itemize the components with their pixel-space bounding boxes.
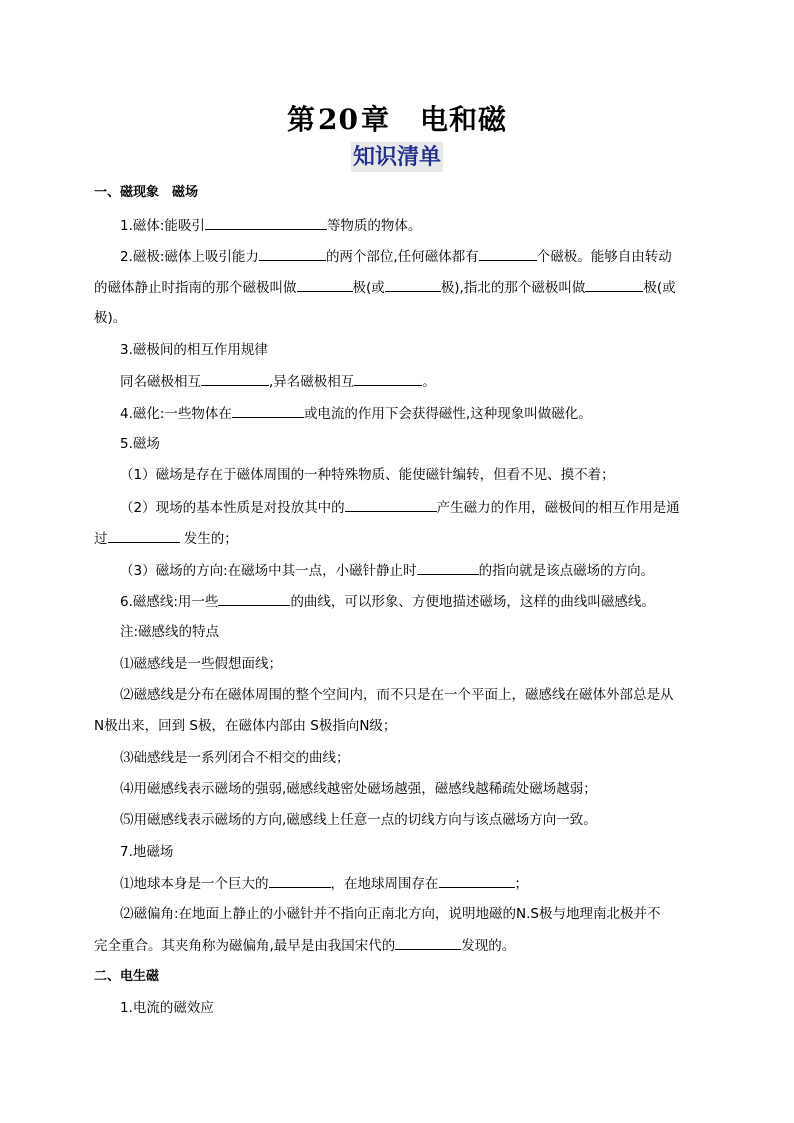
answer-blank[interactable] xyxy=(218,591,290,606)
answer-blank[interactable] xyxy=(345,497,437,512)
note-5: ⑸用磁感线表示磁场的方向,磁感线上任意一点的切线方向与该点磁场方向一致。 xyxy=(120,812,597,828)
item-6-field-lines: 6.磁感线:用一些 的曲线，可以形象、方便地描述磁场，这样的曲线叫磁感线。 xyxy=(120,591,794,612)
answer-blank[interactable] xyxy=(108,528,180,543)
answer-blank[interactable] xyxy=(269,873,331,888)
section-heading-1: 一、磁现象 磁场 xyxy=(94,185,199,200)
answer-blank[interactable] xyxy=(439,873,515,888)
note-2-cont: N极出来，回到 S极，在磁体内部由 S极指向N级； xyxy=(94,718,397,734)
answer-blank[interactable] xyxy=(201,371,269,386)
chapter-prefix: 第 xyxy=(286,103,316,136)
chapter-number: 20 xyxy=(318,103,359,136)
answer-blank[interactable] xyxy=(585,277,643,292)
answer-blank[interactable] xyxy=(205,215,327,230)
item-2-poles-end: 极)。 xyxy=(94,310,127,326)
answer-blank[interactable] xyxy=(385,277,441,292)
item-7-point-1: ⑴地球本身是一个巨大的 ，在地球周围存在 ； xyxy=(120,873,794,894)
answer-blank[interactable] xyxy=(479,246,537,261)
item-7-point-2: ⑵磁偏角:在地面上静止的小磁针并不指向正南北方向，说明地磁的N.S极与地理南北极并不 xyxy=(120,906,661,922)
item-5-point-1: （1）磁场是存在于磁体周围的一种特殊物质、能使磁针编转，但看不见、摸不着； xyxy=(120,467,615,483)
chapter-title xyxy=(0,98,794,138)
answer-blank[interactable] xyxy=(297,277,353,292)
note-title: 注:磁感线的特点 xyxy=(120,624,220,640)
note-4: ⑷用磁感线表示磁场的强弱,磁感线越密处磁场越强，磁感线越稀疏处磁场越弱； xyxy=(120,781,597,797)
item-3-title: 3.磁极间的相互作用规律 xyxy=(120,342,268,358)
section-heading-2: 二、电生磁 xyxy=(94,969,160,984)
answer-blank[interactable] xyxy=(259,246,326,261)
item-5-point-3: （3）磁场的方向:在磁场中其一点，小磁针静止时 的指向就是该点磁场的方向。 xyxy=(120,560,794,581)
item-5-point-2-cont: 过 发生的； xyxy=(94,528,794,549)
item-7-point-2-cont: 完全重合。其夹角称为磁偏角,最早是由我国宋代的 发现的。 xyxy=(94,935,794,956)
item-7-title: 7.地磁场 xyxy=(120,844,174,860)
item-2-poles: 2.磁极:磁体上吸引能力 的两个部位,任何磁体都有 个磁极。能够自由转动 xyxy=(120,246,794,267)
chapter-suffix: 章 xyxy=(360,103,390,136)
chapter-name: 电和磁 xyxy=(419,103,507,136)
item-1-magnet: 1.磁体:能吸引 等物质的物体。 xyxy=(120,215,794,236)
note-2: ⑵磁感线是分布在磁体周围的整个空间内，而不只是在一个平面上，磁感线在磁体外部总是从 xyxy=(120,687,674,703)
answer-blank[interactable] xyxy=(232,403,304,418)
item-5-point-2: （2）现场的基本性质是对投放其中的 产生磁力的作用，磁极间的相互作用是通 xyxy=(120,497,794,518)
answer-blank[interactable] xyxy=(354,371,422,386)
item-electromagnetic-effect: 1.电流的磁效应 xyxy=(120,1000,214,1016)
item-2-poles-cont: 的磁体静止时指南的那个磁极叫做 极(或 极),指北的那个磁极叫做 极(或 xyxy=(94,277,794,298)
answer-blank[interactable] xyxy=(417,560,479,575)
note-1: ⑴磁感线是一些假想面线； xyxy=(120,656,282,672)
note-3: ⑶础感线是一系列闭合不相交的曲线； xyxy=(120,750,350,766)
item-3-rule: 同名磁极相互 ,异名磁极相互 。 xyxy=(120,371,794,392)
item-5-title: 5.磁场 xyxy=(120,436,160,452)
section-subtitle: 知识清单 xyxy=(352,144,441,170)
item-4-magnetization: 4.磁化:一些物体在 或电流的作用下会获得磁性,这种现象叫做磁化。 xyxy=(120,403,794,424)
answer-blank[interactable] xyxy=(395,935,461,950)
